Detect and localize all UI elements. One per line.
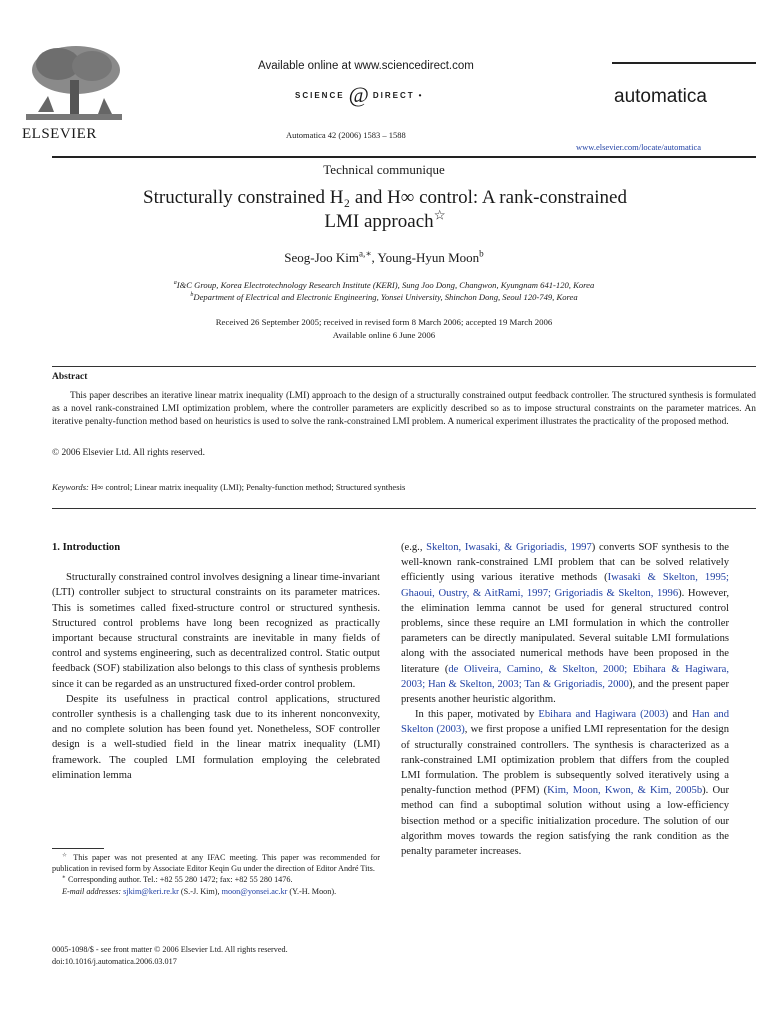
issn-line: 0005-1098/$ - see front matter © 2006 Elsevier Ltd. All rights reserved. [52, 945, 288, 954]
doi-line: doi:10.1016/j.automatica.2006.03.017 [52, 956, 177, 966]
journal-rule [612, 62, 756, 64]
section-type: Technical communique [323, 162, 445, 177]
affiliation-b: $^b$Department of Electrical and Electronic Engineering, Yonsei University, Shinchon Dong, Seoul 120-749, Korea [190, 292, 578, 302]
ref-skelton-1997[interactable]: Skelton, Iwasaki, & Grigoriadis, 1997 [426, 542, 592, 553]
received-dates: Received 26 September 2005; received in revised form 8 March 2006; accepted 19 March 2006 [215, 317, 553, 327]
sd-dot: • [418, 90, 424, 100]
sd-right: DIRECT [372, 90, 415, 100]
section-heading: 1. Introduction [52, 542, 121, 553]
sd-left: SCIENCE [295, 90, 345, 100]
ref-de-oliveira-2000[interactable]: de Oliveira, Camino, & Skelton, 2000; Ebihara & Hagiwara, 2003; Han & Skelton, 2003; Tan & Grigoriadis, 2000 [401, 663, 729, 690]
journal-name: automatica [614, 86, 707, 107]
abstract-bottom-rule [52, 508, 756, 509]
article-title [90, 186, 680, 234]
available-online[interactable]: Available online at www.sciencedirect.com [258, 60, 474, 72]
journal-citation: Automatica 42 (2006) 1583 – 1588 [286, 130, 406, 140]
front-matter-note [52, 944, 288, 967]
abstract-copyright: © 2006 Elsevier Ltd. All rights reserved. [52, 448, 205, 458]
keywords-label: Keywords: [52, 482, 89, 492]
ref-kim-2005b[interactable]: Kim, Moon, Kwon, & Kim, 2005b [547, 785, 703, 797]
sd-at-icon: @ [348, 82, 369, 107]
right-column [401, 540, 729, 859]
title-line-2: LMI approach☆ [324, 207, 446, 232]
footnotes [52, 852, 380, 897]
footnote-rule [52, 848, 104, 849]
publisher-name: ELSEVIER [22, 126, 97, 142]
left-column [52, 540, 380, 783]
author-2: Young-Hyun Moon [377, 250, 480, 265]
email-1[interactable]: sjkim@keri.re.kr [123, 886, 179, 896]
ref-iwasaki-1995[interactable]: Iwasaki & Skelton, 1995; Ghaoui, Oustry, & AitRami, 1997; Grigoriadis & Skelton, 1996 [401, 572, 729, 599]
abstract-text: This paper describes an iterative linear matrix inequality (LMI) approach to the design of a structurally constrained output feedback controller. The structured synthesis is formulated as a novel rank-constrained LMI optimization problem, where the controller parameters are explicitly described so as to impose structural constraints on the parameter matrices. An iterative penalty-function method based on heuristics is used to solve the rank-constrained LMI problem. A numerical experiment illustrates the practicality of the proposed method. [52, 391, 756, 427]
author-2-sup[interactable]: b [479, 248, 484, 259]
paragraph-2: Despite its usefulness in practical control applications, structured controller synthesis is a challenging task due to its inherent nonconvexity, and no complete solution has been found yet. Nonetheless, SOF controller design is a well-studied field in the linear matrix inequality (LMI) framework. The coupled LMI formulation employing the celebrated elimination lemma [52, 693, 380, 781]
title-footnote-mark[interactable]: ☆ [433, 207, 446, 223]
footnote-2: ∗ Corresponding author. Tel.: +82 55 280 1472; fax: +82 55 280 1476. [62, 874, 293, 885]
title-line-1: Structurally constrained H₂ and H∞ control: A rank-constrained [143, 187, 627, 208]
ref-han-2003[interactable]: Han and Skelton (2003) [401, 709, 729, 736]
paragraph-3: (e.g., Skelton, Iwasaki, & Grigoriadis, 1997) converts SOF synthesis to the well-known rank-constrained LMI problem that can be solved relatively efficiently using various iterative methods (Iwasaki & Skelton, 1995; Ghaoui, Oustry, & AitRami, 1997; Grigoriadis & Skelton, 1996). However, the elimination lemma cannot be used for general structured control problems, since these require an LMI formulation in which the controller parameters can be directly manipulated. Several suitable LMI formulations along with the associated numerical methods have been proposed in the literature (de Oliveira, Camino, & Skelton, 2000; Ebihara & Hagiwara, 2003; Han & Skelton, 2003; Tan & Grigoriadis, 2000), and the present paper presents another heuristic algorithm. [401, 542, 730, 706]
abstract-heading: Abstract [52, 372, 88, 382]
keywords [52, 482, 405, 492]
author-1: Seog-Joo Kim [284, 250, 360, 265]
header-rule [52, 156, 756, 158]
email-2[interactable]: moon@yonsei.ac.kr [221, 886, 288, 896]
abstract-top-rule [52, 366, 756, 367]
author-1-sup[interactable]: a,∗ [359, 248, 372, 259]
online-date: Available online 6 June 2006 [332, 330, 436, 340]
footnote-emails: E-mail addresses: sjkim@keri.re.kr (S.-J. Kim), moon@yonsei.ac.kr (Y.-H. Moon). [62, 886, 337, 896]
keywords-list: H∞ control; Linear matrix inequality (LMI); Penalty-function method; Structured synthesis [91, 482, 406, 492]
sciencedirect-logo [295, 82, 423, 108]
journal-url[interactable]: www.elsevier.com/locate/automatica [576, 142, 702, 152]
affiliation-a: $^a$I&C Group, Korea Electrotechnology Research Institute (KERI), Sung Joo Dong, Changwon, Kyungnam 641-120, Korea [173, 280, 595, 290]
footnote-1: ☆ This paper was not presented at any IFAC meeting. This paper was recommended for publication in revised form by Associate Editor Keqin Gu under the direction of Editor André Tits. [52, 852, 380, 874]
article-history [0, 316, 768, 342]
authors: Seog-Joo Kim$^{a,∗}$, Young-Hyun Moon$^b$ [284, 248, 484, 265]
paragraph-4: In this paper, motivated by Ebihara and Hagiwara (2003) and Han and Skelton (2003), we first propose a unified LMI representation for the design of structurally constrained controllers. The synthesis is characterized as a rank-constrained LMI optimization problem that differs from the coupled LMI formulation. The problem is subsequently solved iteratively using a penalty-function method (PFM) (Kim, Moon, Kwon, & Kim, 2005b). Our method can find a suboptimal solution without using a low-efficiency bisection method or a specific initialization procedure. The solution of our algorithm moves towards the region satisfying the rank condition as the penalty parameter increases. [401, 709, 729, 858]
ref-ebihara-2003[interactable]: Ebihara and Hagiwara (2003) [538, 709, 669, 721]
paragraph-1: Structurally constrained control involves designing a linear time-invariant (LTI) controller subject to structural constraints on its parameter matrices. This is sometimes called fixed-structure control or structured synthesis. Structured control problems have long been recognized as practically important because structural constraints are inevitable in many fields of control and systems engineering, such as decentralized control. Static output feedback (SOF) stabilization also belongs to this class of synthesis problems since it can be regarded as an unstructured fixed-order control problem. [52, 572, 380, 690]
